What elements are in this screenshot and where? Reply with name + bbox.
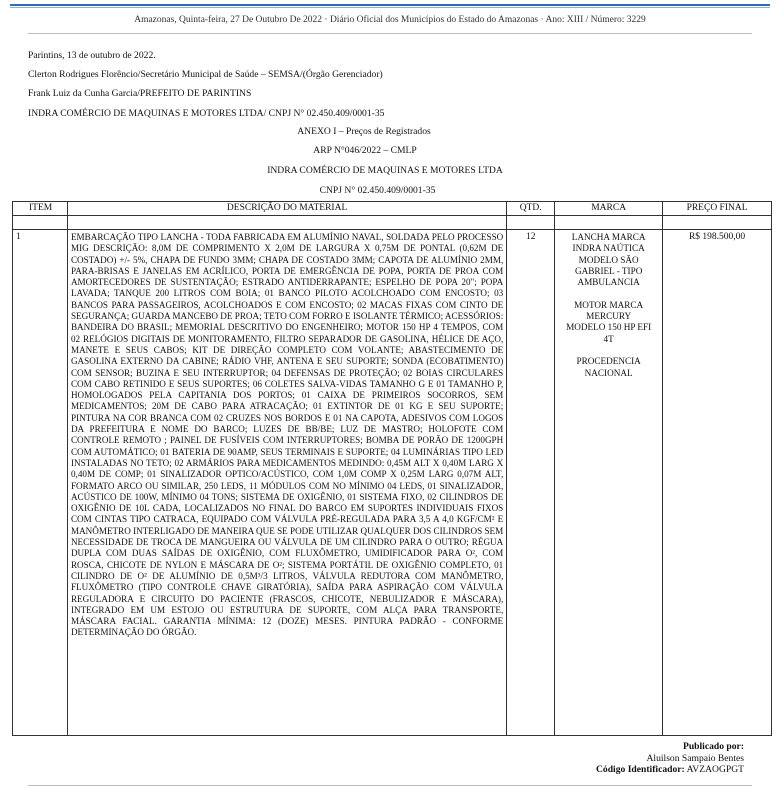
cell-qty: 12: [507, 230, 555, 736]
publisher-name: Aluilson Sampaio Bentes: [646, 752, 744, 764]
table-spacer-row: [13, 216, 772, 230]
annex-cnpj: CNPJ N° 02.450.409/0001-35: [319, 185, 436, 196]
annex-title: ANEXO I – Preços de Registrados: [297, 126, 431, 137]
prices-table: [12, 201, 772, 736]
cell-brand: LANCHA MARCA INDRA NAÚTICA MODELO SÃO GABRIEL - TIPO AMBULANCIA MOTOR MARCA MERCURY MODELO 150 HP EFI 4T PROCEDENCIA NACIONAL: [555, 230, 663, 736]
header-qty: QTD.: [507, 202, 555, 216]
top-rule-blue: [10, 4, 770, 6]
header-price: PREÇO FINAL: [663, 202, 772, 216]
header-item: ITEM: [13, 202, 68, 216]
header-description: DESCRIÇÃO DO MATERIAL: [67, 202, 506, 216]
identifier-line: [596, 764, 744, 776]
cell-price: R$ 198.500,00: [663, 230, 772, 736]
date-line: Parintins, 13 de outubro de 2022.: [28, 50, 156, 61]
annex-arp: ARP N°046/2022 – CMLP: [313, 145, 417, 156]
annex-company: INDRA COMÉRCIO DE MAQUINAS E MOTORES LTDA: [267, 165, 503, 176]
identifier-label: Código Identificador:: [595, 764, 685, 775]
table-header-row: [13, 202, 772, 216]
intro-block: [28, 50, 384, 120]
annex-block: [0, 126, 780, 197]
header-divider: [28, 33, 752, 34]
secretary-line: Clerton Rodrigues Florêncio/Secretário Municipal de Saúde – SEMSA/(Órgão Gerenciador): [28, 69, 383, 80]
company-line: INDRA COMÉRCIO DE MAQUINAS E MOTORES LTDA/ CNPJ N° 02.450.409/0001-35: [28, 108, 385, 119]
published-label: Publicado por:: [682, 741, 744, 752]
cell-item: 1: [13, 230, 68, 736]
identifier-code: AVZAOGPGT: [686, 764, 744, 775]
mayor-line: Frank Luiz da Cunha Garcia/PREFEITO DE PARINTINS: [28, 88, 252, 99]
table-row: [13, 230, 772, 736]
cell-description: EMBARCAÇÃO TIPO LANCHA - TODA FABRICADA EM ALUMÍNIO NAVAL, SOLDADA PELO PROCESSO MIG DESCRIÇÃO: 8,0M DE COMPRIMENTO X 2,0M DE LARGURA X 0,75M DE PONTAL (0,62M DE COSTADO) +/- 5%, CHAPA DE FUNDO 3MM; CHAPA DE COSTADO 3MM; CAPOTA DE ALUMÍNIO 2MM, PARA-BRISAS E JANELAS EM ACRÍLICO, PORTA DE EMERGÊNCIA DE POPA, PORTA DE PROA COM AMORTECEDORES DE SUSTENTAÇÃO; ESTRADO ANTIDERRAPANTE; ESPELHO DE POPA 20"; POPA LAVADA; TANQUE 200 LITROS COM BOIA; 01 BANCO PILOTO ACOLCHOADO COM ENCOSTO; 03 BANCOS PARA PASSAGEIROS, ACOLCHOADOS E COM ENCOSTO; 02 MACAS FIXAS COM CINTO DE SEGURANÇA; GUARDA MANCEBO DE PROA; TETO COM FORRO E ISOLANTE TÉRMICO; ACESSÓRIOS: BANDEIRA DO BRASIL; MEMORIAL DESCRITIVO DO ENGENHEIRO; MOTOR 150 HP 4 TEMPOS, COM 02 RELÓGIOS DIGITAIS DE MONITORAMENTO, FILTRO SEPARADOR DE GASOLINA, HÉLICE DE AÇO, MANETE E SEUS CABOS; KIT DE DIREÇÃO COMPLETO COM VOLANTE; ABASTECIMENTO DE GASOLINA EXTERNO DA CABINE; RÁDIO VHF, ANTENA E SEU SUPORTE; SONDA (ECOBATIMENTO) COM SENSOR; BUZINA E SEU INTERRUPTOR; 04 DEFENSAS DE PROTEÇÃO; 02 BOIAS CIRCULARES COM CABO RETINIDO E SEUS SUPORTES; 06 COLETES SALVA-VIDAS TAMANHO G E 01 TAMANHO P, HOMOLOGADOS PELA CAPITANIA DOS PORTOS; 01 CAIXA DE PRIMEIROS SOCORROS, SEM MEDICAMENTOS; 20M DE CABO PARA ATRACAÇÃO; 01 EXTINTOR DE 01 KG E SEU SUPORTE; PINTURA NA COR BRANCA COM 02 CRUZES NOS BORDOS E 01 NA CAPOTA, ADESIVOS COM LOGOS DA PREFEITURA E NOME DO BARCO; LUZES DE BB/BE; LUZ DE MASTRO; HOLOFOTE COM CONTROLE REMOTO ; PAINEL DE FUSÍVEIS COM INTERRUPTORES; BOMBA DE PORÃO DE 1200GPH COM AUTOMÁTICO; 01 BATERIA DE 90AMP, SEUS TERMINAIS E SUPORTE; 04 LUMINÁRIAS TIPO LED INSTALADAS NO TETO; 02 ARMÁRIOS PARA MEDICAMENTOS MEDINDO: 0,45M ALT X 0,40M LARG X 0,40M DE COMP; 01 SINALIZADOR OPTICO/ACÚSTICO, COM 1,0M COMP X 0,25M LARG 0,07M ALT, FORMATO ARCO OU SIMILAR, 250 LEDS, 11 MÓDULOS COM NO MÍNIMO 04 LEDS, 01 SINALIZADOR, ACÚSTICO DE 100W, MÍNIMO 04 TONS; SISTEMA DE OXIGÊNIO, 01 SISTEMA FIXO, 02 CILINDROS DE OXIGÊNIO DE 10L CADA, LOCALIZADOS NO FINAL DO BARCO EM SUPORTES INDIVIDUAIS FIXOS COM CINTAS TIPO CATRACA, EQUIPADO COM VÁLVULA PRÉ-REGULADA PARA 3,5 A 4,0 KGF/CM² E MANÔMETRO INTERLIGADO DE MANEIRA QUE SE PODE UTILIZAR QUALQUER DOS CILINDROS SEM NECESSIDADE DE TROCA DE MANGUEIRA OU VÁLVULA DE UM CILINDRO PARA O OUTRO; RÉGUA DUPLA COM DUAS SAÍDAS DE OXIGÊNIO, COM FLUXÔMETRO, UMIDIFICADOR PARA O², COM ROSCA, CHICOTE DE NYLON E MÁSCARA DE O²; SISTEMA PORTÁTIL DE OXIGÊNIO COMPLETO, 01 CILINDRO DE O² DE ALUMÍNIO DE 0,5M³/3 LITROS, VÁLVULA REDUTORA COM MANÔMETRO, FLUXÔMETRO (TIPO CONTROLE CHAVE GIRATÓRIA), SAÍDA PARA ASPIRAÇÃO COM VÁLVULA REGULADORA E CIRCUITO DO PACIENTE (FRASCOS, CHICOTE, NEBULIZADOR E MÁSCARA), INTEGRADO EM UM ESTOJO OU ESTRUTURA DE SUPORTE, COM ALÇA PARA TRANSPORTE, MÁSCARA FACIAL. GARANTIA MÍNIMA: 12 (DOZE) MESES. PINTURA PADRÃO - CONFORME DETERMINAÇÃO DO ÓRGÃO.: [67, 230, 506, 736]
top-rule-light: [10, 7, 770, 8]
header-brand: MARCA: [555, 202, 663, 216]
page-header: Amazonas, Quinta-feira, 27 De Outubro De 2022 · Diário Oficial dos Municípios do Estado do Amazonas · Ano: XIII / Número: 3229: [134, 15, 646, 25]
publication-footer: [596, 741, 744, 776]
